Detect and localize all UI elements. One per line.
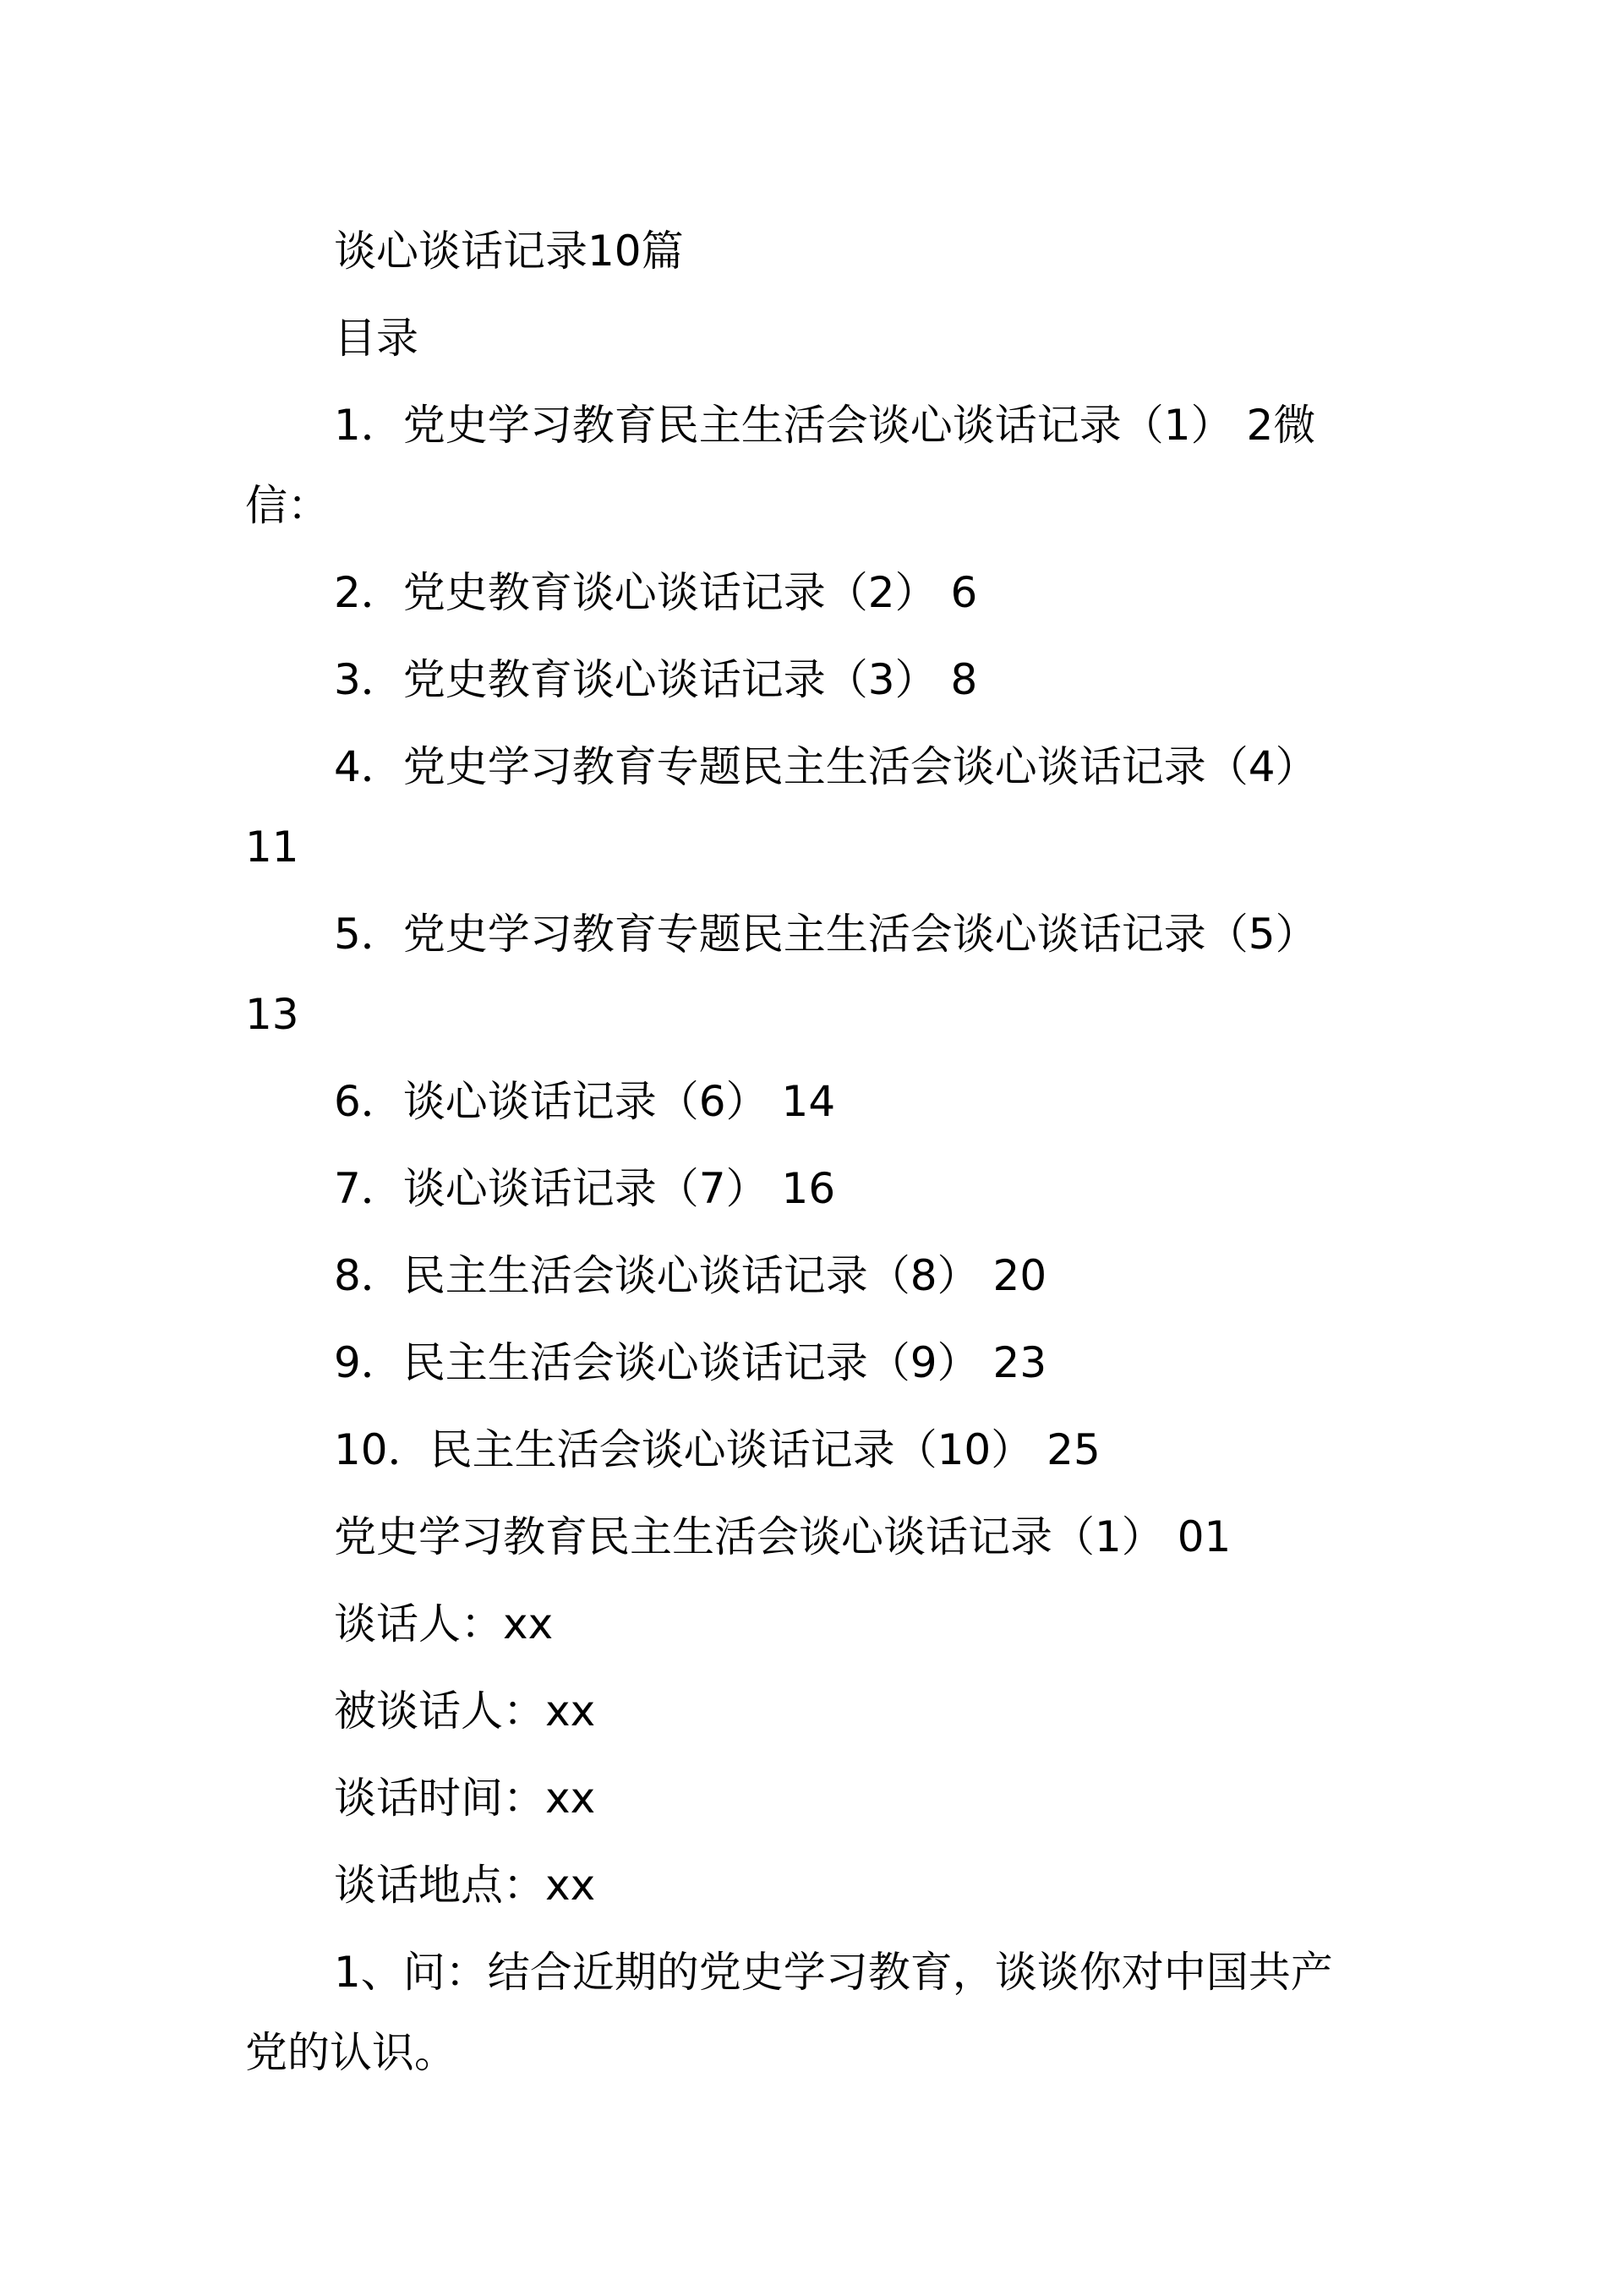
- toc-heading: 目录: [334, 314, 418, 363]
- toc-item-9: 9．民主生活会谈心谈话记录（9） 23: [334, 1338, 1047, 1387]
- toc-item-5-continuation: 13: [245, 990, 299, 1039]
- meta-place: 谈话地点：xx: [334, 1861, 596, 1910]
- meta-interviewee: 被谈话人：xx: [334, 1686, 596, 1736]
- document-title: 谈心谈话记录10篇: [334, 227, 684, 276]
- question-1: 1、问：结合近期的党史学习教育，谈谈你对中国共产: [334, 1948, 1333, 1997]
- toc-item-1: 1．党史学习教育民主生活会谈心谈话记录（1） 2微: [334, 401, 1316, 450]
- toc-item-7: 7．谈心谈话记录（7） 16: [334, 1164, 836, 1213]
- document-body: [245, 208, 1388, 2096]
- meta-time: 谈话时间：xx: [334, 1774, 596, 1823]
- toc-item-4-continuation: 11: [245, 823, 299, 872]
- toc-item-5: 5．党史学习教育专题民主生活会谈心谈话记录（5）: [334, 910, 1318, 959]
- toc-item-6: 6．谈心谈话记录（6） 14: [334, 1077, 836, 1126]
- section-title: 党史学习教育民主生活会谈心谈话记录（1） 01: [334, 1512, 1232, 1561]
- toc-item-1-continuation: 信：: [245, 481, 330, 530]
- toc-item-8: 8．民主生活会谈心谈话记录（8） 20: [334, 1251, 1047, 1300]
- toc-item-4: 4．党史学习教育专题民主生活会谈心谈话记录（4）: [334, 742, 1318, 791]
- toc-item-3: 3．党史教育谈心谈话记录（3） 8: [334, 655, 978, 704]
- toc-item-10: 10．民主生活会谈心谈话记录（10） 25: [334, 1425, 1101, 1474]
- toc-item-2: 2．党史教育谈心谈话记录（2） 6: [334, 568, 978, 617]
- question-1-continuation: 党的认识。: [245, 2028, 456, 2077]
- meta-talker: 谈话人：xx: [334, 1599, 554, 1648]
